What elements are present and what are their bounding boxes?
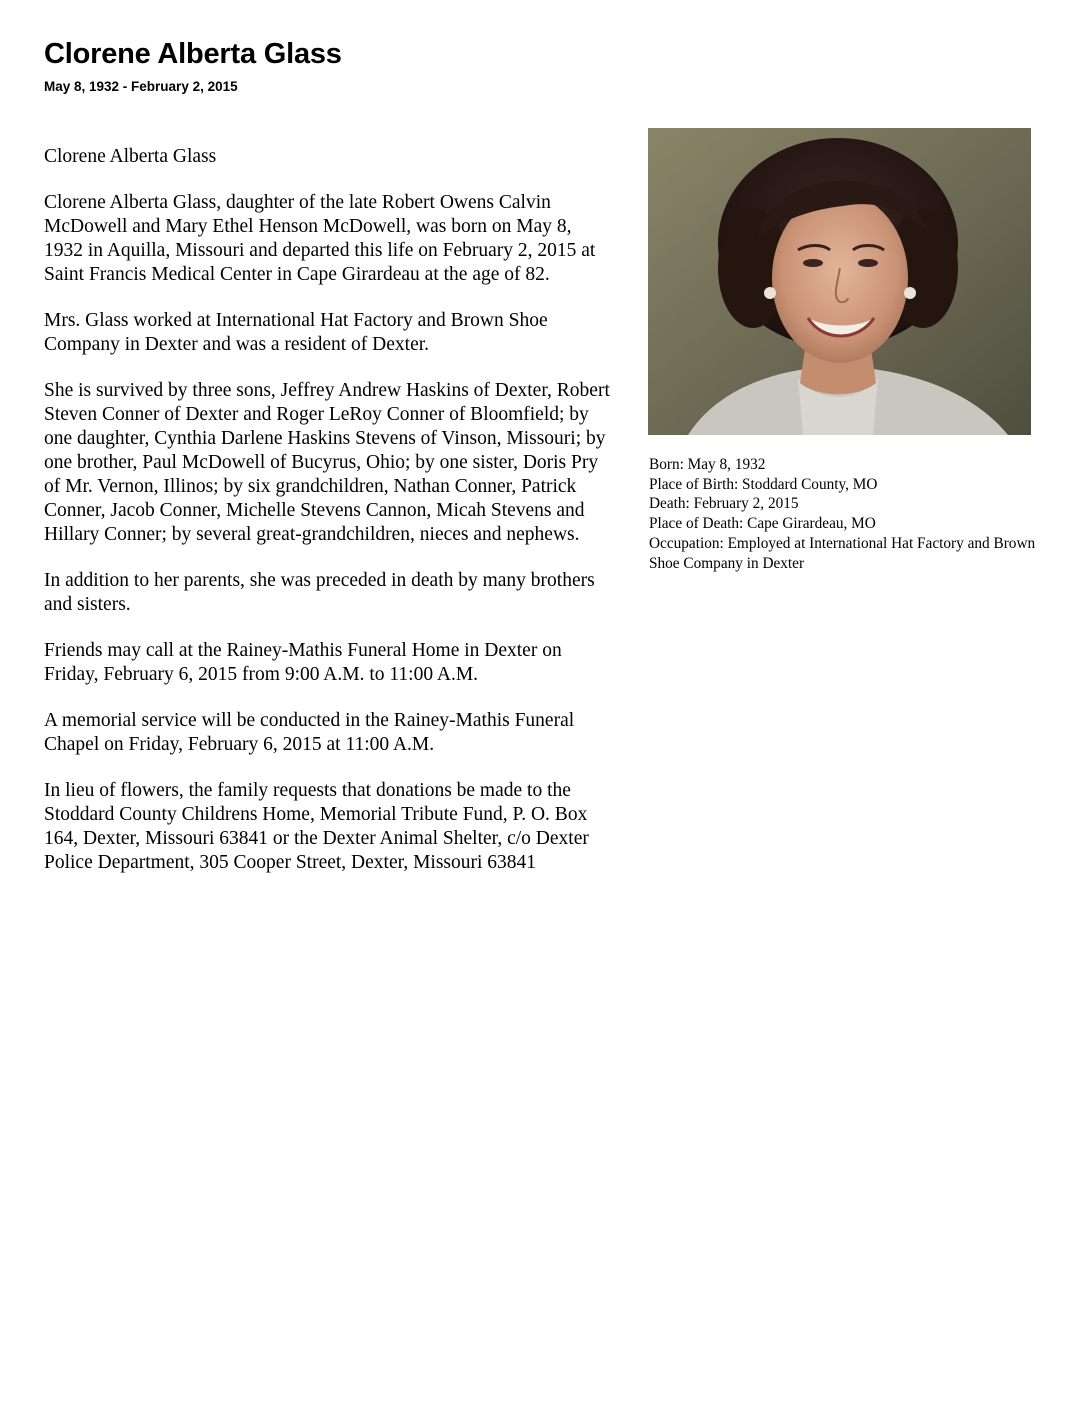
obituary-body — [44, 145, 610, 897]
page-title: Clorene Alberta Glass — [44, 38, 342, 70]
portrait-photo — [648, 128, 1031, 435]
life-dates: May 8, 1932 - February 2, 2015 — [44, 79, 238, 94]
obituary-paragraph-service: A memorial service will be conducted in the Rainey-Mathis Funeral Chapel on Friday, February 6, 2015 at 11:00 A.M. — [44, 710, 575, 755]
fact-born: Born: May 8, 1932 — [649, 456, 766, 473]
obituary-paragraph-birth-death: Clorene Alberta Glass, daughter of the late Robert Owens Calvin McDowell and Mary Ethel Henson McDowell, was born on May 8, 1932 in Aquilla, Missouri and departed this life on February 2, 2015 at Saint Francis Medical Center in Cape Girardeau at the age of 82. — [44, 192, 596, 285]
obituary-paragraph-name: Clorene Alberta Glass — [44, 146, 217, 167]
obituary-paragraph-survivors: She is survived by three sons, Jeffrey Andrew Haskins of Dexter, Robert Steven Conner of Dexter and Roger LeRoy Conner of Bloomfield; by one daughter, Cynthia Darlene Haskins Stevens of Vinson, Missouri; by one brother, Paul McDowell of Bucyrus, Ohio; by one sister, Doris Pry of Mr. Vernon, Illinos; by six grandchildren, Nathan Conner, Patrick Conner, Jacob Conner, Michelle Stevens Cannon, Micah Stevens and Hillary Conner; by several great-grandchildren, nieces and nephews. — [44, 380, 610, 545]
obituary-paragraph-work: Mrs. Glass worked at International Hat Factory and Brown Shoe Company in Dexter and was a resident of Dexter. — [44, 310, 548, 355]
vital-facts — [649, 455, 1049, 573]
obituary-paragraph-donations: In lieu of flowers, the family requests that donations be made to the Stoddard County Childrens Home, Memorial Tribute Fund, P. O. Box 164, Dexter, Missouri 63841 or the Dexter Animal Shelter, c/o Dexter Police Department, 305 Cooper Street, Dexter, Missouri 63841 — [44, 780, 589, 873]
fact-occupation: Occupation: Employed at International Hat Factory and Brown Shoe Company in Dexter — [649, 534, 1036, 572]
fact-death: Death: February 2, 2015 — [649, 495, 799, 513]
obituary-paragraph-visitation: Friends may call at the Rainey-Mathis Funeral Home in Dexter on Friday, February 6, 2015 from 9:00 A.M. to 11:00 A.M. — [44, 640, 562, 685]
fact-place-of-death: Place of Death: Cape Girardeau, MO — [649, 515, 876, 533]
fact-place-of-birth: Place of Birth: Stoddard County, MO — [649, 475, 878, 493]
obituary-paragraph-preceded: In addition to her parents, she was preceded in death by many brothers and sisters. — [44, 570, 595, 615]
